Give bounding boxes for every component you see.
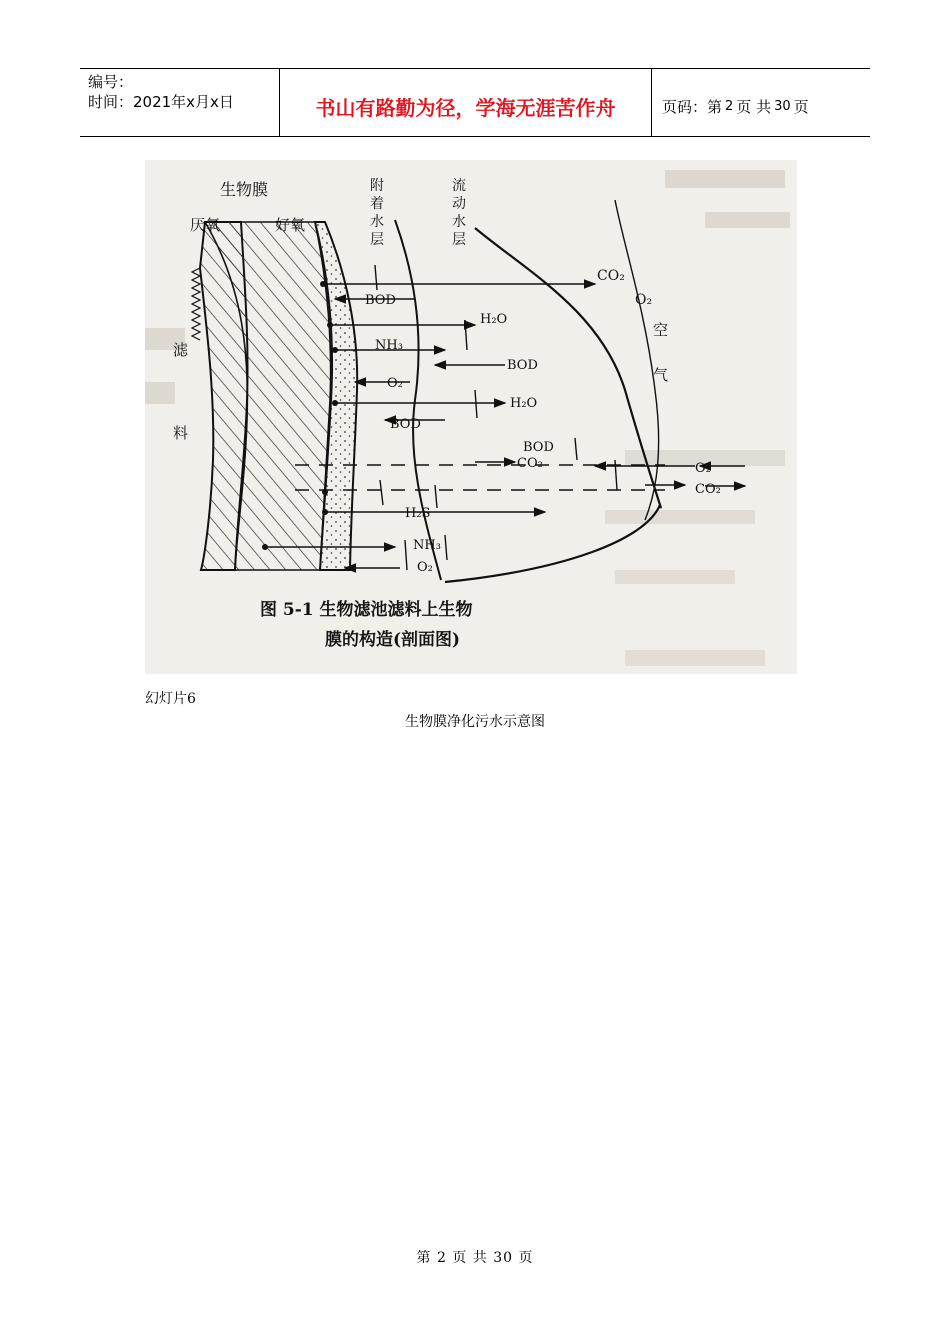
- page-footer: 第 2 页 共 30 页: [416, 1250, 534, 1266]
- header-motto: 书山有路勤为径，学海无涯苦作舟: [280, 69, 652, 136]
- label-air-1: 空: [653, 321, 669, 339]
- slide-label: 幻灯片6: [145, 691, 196, 707]
- label-attached-2: 着: [370, 196, 384, 212]
- figure-caption: 生物膜净化污水示意图: [405, 714, 545, 730]
- species-bod-3: BOD: [390, 417, 421, 432]
- label-filter-1: 滤: [173, 341, 189, 359]
- label-attached-4: 层: [370, 232, 384, 248]
- figure-caption-line2: 膜的构造(剖面图): [325, 630, 461, 650]
- page-mid: 页 共: [736, 98, 772, 116]
- label-attached-1: 附: [370, 178, 384, 194]
- biofilm-figure: [145, 160, 797, 674]
- species-bod-2: BOD: [507, 358, 538, 373]
- flowing-water-boundary: [445, 228, 661, 582]
- species-o2-top: O₂: [635, 292, 653, 308]
- species-h2s: H₂S: [405, 506, 431, 521]
- species-h2o-1: H₂O: [480, 312, 508, 327]
- species-o2-1: O₂: [387, 376, 403, 391]
- doc-number-label: 编号：: [88, 73, 134, 91]
- label-biofilm: 生物膜: [220, 180, 269, 199]
- label-anaerobic: 厌氧: [190, 216, 221, 234]
- species-co2-right: CO₂: [695, 482, 721, 497]
- header-meta: [80, 69, 280, 136]
- label-flowing-2: 动: [452, 196, 466, 212]
- label-aerobic: 好氧: [275, 216, 306, 234]
- attached-water-boundary: [395, 220, 441, 580]
- page-current: 2: [725, 99, 734, 114]
- figure-caption-line1: 图 5-1 生物滤池滤料上生物: [260, 600, 473, 620]
- species-bod-4: BOD: [523, 440, 554, 455]
- page-suffix: 页: [793, 98, 809, 116]
- page-total: 30: [774, 99, 791, 114]
- label-flowing-3: 水: [452, 214, 466, 230]
- species-h2o-2: H₂O: [510, 396, 538, 411]
- label-air-2: 气: [653, 366, 669, 384]
- species-co2-mid: CO₂: [517, 456, 543, 471]
- biofilm-diagram: [145, 160, 797, 674]
- species-co2-top: CO₂: [597, 268, 625, 284]
- species-bod-1: BOD: [365, 293, 396, 308]
- page-prefix: 页码：第: [662, 98, 723, 116]
- species-o2-right: O₂: [695, 461, 711, 476]
- species-nh3-2: NH₃: [413, 538, 441, 553]
- air-boundary: [615, 200, 659, 520]
- label-attached-3: 水: [370, 214, 384, 230]
- species-nh3-1: NH₃: [375, 338, 403, 353]
- species-o2-2: O₂: [417, 560, 433, 575]
- label-filter-2: 料: [173, 424, 189, 442]
- label-flowing-4: 层: [452, 232, 466, 248]
- header-page-info: [652, 69, 870, 136]
- page-header: [80, 68, 870, 137]
- time-label: 时间：2021年x月x日: [88, 93, 234, 111]
- label-flowing-1: 流: [452, 178, 466, 194]
